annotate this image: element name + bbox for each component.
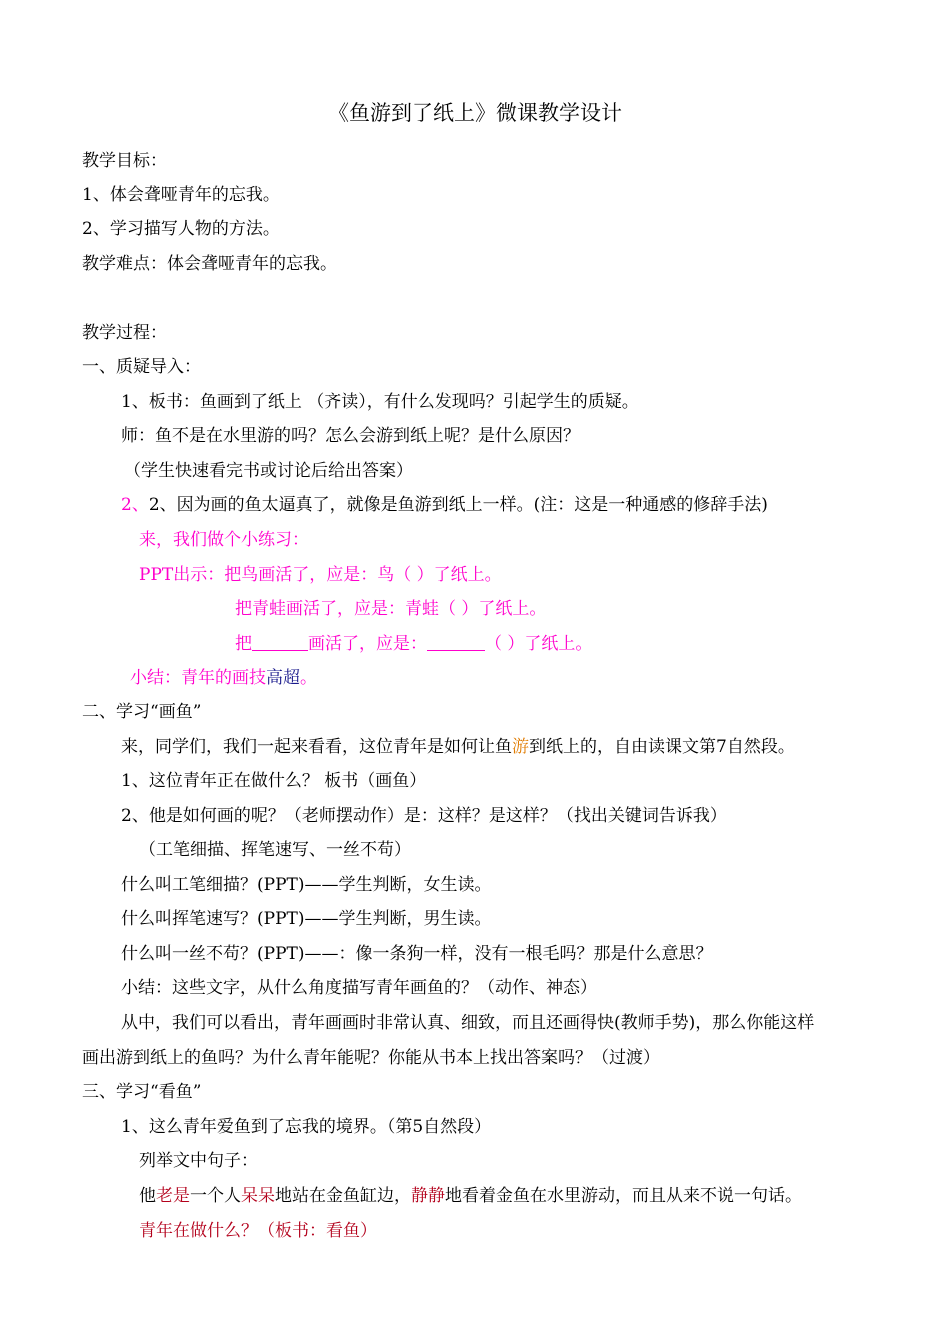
exercise-1: PPT出示：把鸟画活了，应是：鸟（ ）了纸上。	[139, 565, 502, 585]
exercise-2: 把青蛙画活了，应是：青蛙（ ）了纸上。	[235, 599, 547, 619]
s3-quote-sentence	[139, 1183, 802, 1209]
s3-question-1: 1、这么青年爱鱼到了忘我的境界。（第5自然段）	[121, 1117, 492, 1137]
exercise-3-part-1: 把	[235, 634, 252, 654]
exercise-title: 来，我们做个小练习：	[139, 530, 309, 550]
quote-highlight: 呆呆	[241, 1186, 275, 1206]
s1-line-4-text: 2、因为画的鱼太逼真了，就像是鱼游到纸上一样。(注：这是一种通感的修辞手法)	[148, 495, 768, 515]
section-2-heading: 二、学习“画鱼”	[82, 702, 202, 722]
s2-intro	[121, 734, 795, 760]
s2-keyword-1: 什么叫工笔细描？(PPT)——学生判断，女生读。	[121, 875, 492, 895]
quote-part: 地看着金鱼在水里游动，而且从来不说一句话。	[445, 1186, 802, 1206]
s1-summary-text: 小结：青年的画技	[130, 668, 266, 688]
s2-intro-end: 到纸上的，自由读课文第7自然段。	[529, 737, 795, 757]
page-title: 《鱼游到了纸上》微课教学设计	[328, 101, 622, 125]
exercise-3-part-2: 画活了，应是：	[308, 634, 427, 654]
s2-question-1: 1、这位青年正在做什么？ 板书（画鱼）	[121, 771, 427, 791]
exercise-3-part-3: （ ）了纸上。	[485, 634, 593, 654]
s1-summary-end: 。	[300, 668, 317, 688]
blank-line	[252, 634, 308, 651]
s1-line-4	[121, 492, 768, 518]
s1-line-2: 师：鱼不是在水里游的吗？怎么会游到纸上呢？是什么原因？	[121, 426, 580, 446]
goal-item-1: 1、体会聋哑青年的忘我。	[82, 185, 280, 205]
section-1-heading: 一、质疑导入：	[82, 357, 201, 377]
s2-intro-text: 来，同学们，我们一起来看看，这位青年是如何让鱼	[121, 737, 512, 757]
difficulty-line: 教学难点：体会聋哑青年的忘我。	[82, 254, 337, 274]
quote-highlight: 静静	[411, 1186, 445, 1206]
quote-part: 他	[139, 1186, 156, 1206]
s3-question: 青年在做什么？（板书：看鱼）	[139, 1221, 377, 1241]
s1-line-1: 1、板书：鱼画到了纸上 （齐读），有什么发现吗？引起学生的质疑。	[121, 392, 639, 412]
s3-list-title: 列举文中句子：	[139, 1151, 258, 1171]
s2-paragraph-2: 画出游到纸上的鱼吗？为什么青年能呢？你能从书本上找出答案吗？（过渡）	[82, 1048, 660, 1068]
quote-highlight: 老是	[156, 1186, 190, 1206]
s1-summary	[130, 665, 317, 691]
s2-keywords: （工笔细描、挥笔速写、一丝不苟）	[139, 840, 411, 860]
section-3-heading: 三、学习“看鱼”	[82, 1082, 202, 1102]
goal-item-2: 2、学习描写人物的方法。	[82, 219, 280, 239]
quote-part: 地站在金鱼缸边，	[275, 1186, 411, 1206]
s2-paragraph-1: 从中，我们可以看出，青年画画时非常认真、细致，而且还画得快(教师手势)，那么你能这样	[121, 1013, 815, 1033]
s2-question-2: 2、他是如何画的呢？（老师摆动作）是：这样？是这样？（找出关键词告诉我）	[121, 806, 727, 826]
s2-keyword-3: 什么叫一丝不苟？(PPT)——：像一条狗一样，没有一根毛吗？那是什么意思？	[121, 944, 713, 964]
quote-part: 一个人	[190, 1186, 241, 1206]
s1-summary-highlight: 高超	[266, 668, 300, 688]
blank-line	[427, 634, 485, 651]
s2-intro-highlight: 游	[512, 737, 529, 757]
s2-keyword-2: 什么叫挥笔速写？(PPT)——学生判断，男生读。	[121, 909, 492, 929]
exercise-3	[235, 631, 592, 657]
s1-line-4-number: 2、	[121, 495, 149, 515]
s2-summary: 小结：这些文字，从什么角度描写青年画鱼的？（动作、神态）	[121, 978, 597, 998]
process-heading: 教学过程：	[82, 323, 167, 343]
goals-heading: 教学目标：	[82, 151, 167, 171]
s1-line-3: （学生快速看完书或讨论后给出答案）	[124, 461, 413, 481]
